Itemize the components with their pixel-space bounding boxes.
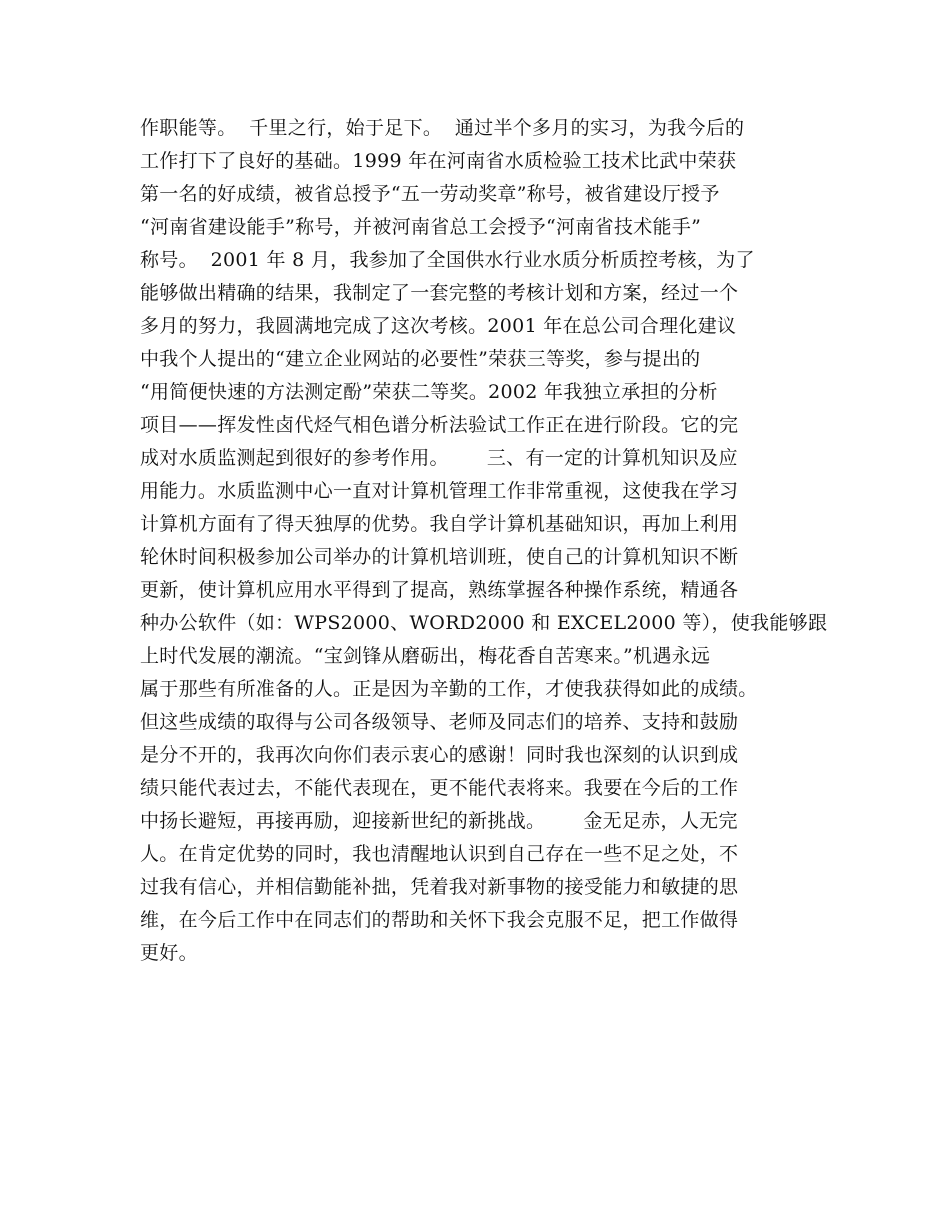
- text-line: 但这些成绩的取得与公司各级领导、老师及同志们的培养、支持和鼓励: [140, 711, 739, 733]
- text-line: 作职能等。 千里之行，始于足下。 通过半个多月的实习，为我今后的: [140, 117, 745, 139]
- text-line: 人。在肯定优势的同时，我也清醒地认识到自己存在一些不足之处，不: [140, 843, 739, 865]
- text-line: 能够做出精确的结果，我制定了一套完整的考核计划和方案，经过一个: [140, 282, 739, 304]
- text-line: 多月的努力，我圆满地完成了这次考核。2001 年在总公司合理化建议: [140, 315, 737, 337]
- text-line: 用能力。水质监测中心一直对计算机管理工作非常重视，这使我在学习: [140, 480, 739, 502]
- text-line: 第一名的好成绩，被省总授予“五一劳动奖章”称号，被省建设厅授予: [140, 183, 720, 205]
- text-line: 更新，使计算机应用水平得到了提高，熟练掌握各种操作系统，精通各: [140, 579, 739, 601]
- text-line: “河南省建设能手”称号，并被河南省总工会授予“河南省技术能手”: [140, 216, 702, 238]
- text-line: 维，在今后工作中在同志们的帮助和关怀下我会克服不足，把工作做得: [140, 909, 739, 931]
- text-line: 轮休时间积极参加公司举办的计算机培训班，使自己的计算机知识不断: [140, 546, 739, 568]
- text-line: “用简便快速的方法测定酚”荣获二等奖。2002 年我独立承担的分析: [140, 381, 718, 403]
- text-line: 称号。 2001 年 8 月，我参加了全国供水行业水质分析质控考核，为了: [140, 249, 755, 271]
- text-line: 属于那些有所准备的人。正是因为辛勤的工作，才使我获得如此的成绩。: [140, 678, 758, 700]
- body-text: [140, 112, 840, 970]
- text-line: 中我个人提出的“建立企业网站的必要性”荣获三等奖，参与提出的: [140, 348, 701, 370]
- text-line: 工作打下了良好的基础。1999 年在河南省水质检验工技术比武中荣获: [140, 150, 737, 172]
- text-line: 更好。: [140, 942, 198, 964]
- text-line: 项目——挥发性卤代烃气相色谱分析法验试工作正在进行阶段。它的完: [140, 414, 739, 436]
- text-line: 是分不开的，我再次向你们表示衷心的感谢！同时我也深刻的认识到成: [140, 744, 739, 766]
- text-line: 种办公软件（如：WPS2000、WORD2000 和 EXCEL2000 等），使我能够跟: [140, 612, 828, 634]
- text-line: 过我有信心，并相信勤能补拙，凭着我对新事物的接受能力和敏捷的思: [140, 876, 739, 898]
- text-line: 绩只能代表过去，不能代表现在，更不能代表将来。我要在今后的工作: [140, 777, 739, 799]
- text-line: 计算机方面有了得天独厚的优势。我自学计算机基础知识，再加上利用: [140, 513, 739, 535]
- text-line: 成对水质监测起到很好的参考作用。 三、有一定的计算机知识及应: [140, 447, 738, 469]
- text-line: 上时代发展的潮流。“宝剑锋从磨砺出，梅花香自苦寒来。”机遇永远: [140, 645, 711, 667]
- text-line: 中扬长避短，再接再励，迎接新世纪的新挑战。 金无足赤，人无完: [140, 810, 738, 832]
